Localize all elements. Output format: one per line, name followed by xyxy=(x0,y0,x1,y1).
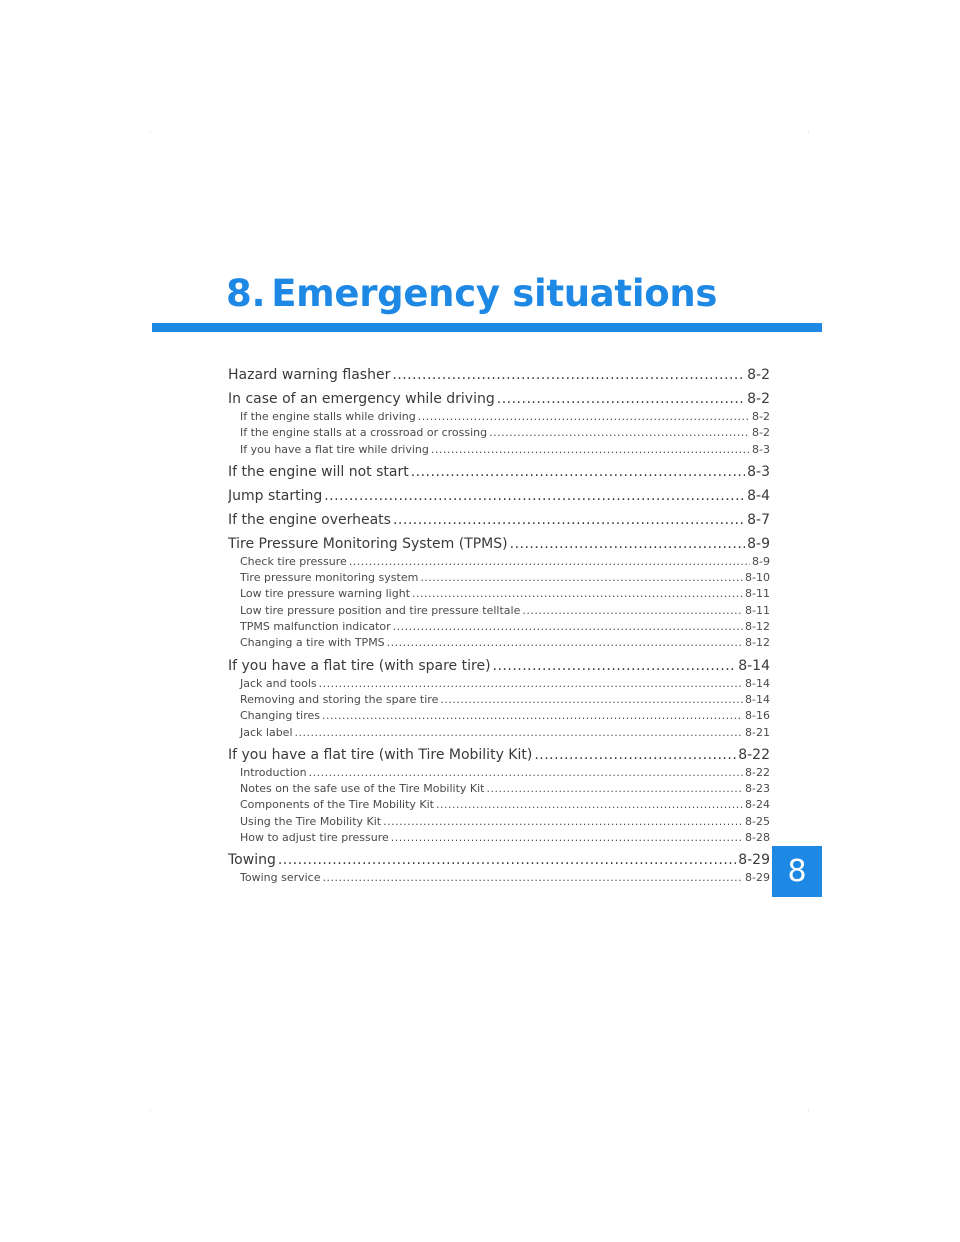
chapter-number: 8. xyxy=(226,272,266,315)
toc-leader-dots xyxy=(489,425,750,441)
toc-leader-dots xyxy=(497,390,745,409)
toc-subentry[interactable] xyxy=(228,570,770,586)
toc-leader-dots xyxy=(383,814,743,830)
toc-leader-dots xyxy=(436,797,743,813)
toc-leader-dots xyxy=(418,409,750,425)
toc-entry[interactable] xyxy=(228,390,770,409)
toc-leader-dots xyxy=(412,586,743,602)
toc-entry[interactable] xyxy=(228,746,770,765)
toc-subentry[interactable] xyxy=(228,797,770,813)
toc-leader-dots xyxy=(420,570,743,586)
toc-page-number: 8-21 xyxy=(745,725,770,739)
toc-subentry[interactable] xyxy=(228,870,770,886)
crop-mark xyxy=(808,132,809,133)
crop-mark xyxy=(150,132,151,133)
toc-leader-dots xyxy=(295,725,744,741)
toc-entry-label: Introduction xyxy=(240,765,307,779)
toc-page-number: 8-25 xyxy=(745,814,770,828)
toc-leader-dots xyxy=(278,851,736,870)
toc-subentry[interactable] xyxy=(228,586,770,602)
toc-page-number: 8-3 xyxy=(752,442,770,456)
chapter-title-text: Emergency situations xyxy=(271,272,718,315)
toc-page-number: 8-4 xyxy=(747,487,770,504)
toc-entry[interactable] xyxy=(228,463,770,482)
chapter-tab[interactable] xyxy=(772,846,822,897)
toc-entry-label: Jack and tools xyxy=(240,676,317,690)
toc-leader-dots xyxy=(387,635,743,651)
toc-leader-dots xyxy=(431,442,750,458)
toc-page-number: 8-10 xyxy=(745,571,770,585)
toc-page-number: 8-22 xyxy=(738,746,770,763)
toc-leader-dots xyxy=(349,554,750,570)
toc-subentry[interactable] xyxy=(228,635,770,651)
toc-entry-label: Components of the Tire Mobility Kit xyxy=(240,798,434,812)
toc-leader-dots xyxy=(319,676,743,692)
toc-page-number: 8-29 xyxy=(738,852,770,869)
toc-page-number: 8-9 xyxy=(747,535,770,552)
toc-subentry[interactable] xyxy=(228,442,770,458)
toc-leader-dots xyxy=(487,781,744,797)
toc-page-number: 8-29 xyxy=(745,871,770,885)
toc-leader-dots xyxy=(323,870,744,886)
toc-subentry[interactable] xyxy=(228,619,770,635)
toc-page-number: 8-11 xyxy=(745,603,770,617)
toc-leader-dots xyxy=(324,487,745,506)
chapter-title xyxy=(226,272,717,315)
toc-page-number: 8-11 xyxy=(745,587,770,601)
toc-page-number: 8-24 xyxy=(745,798,770,812)
toc-entry[interactable] xyxy=(228,657,770,676)
toc-page-number: 8-2 xyxy=(747,391,770,407)
chapter-tab-label: 8 xyxy=(787,854,807,889)
toc-leader-dots xyxy=(534,746,736,765)
toc-page-number: 8-14 xyxy=(738,657,770,674)
toc-leader-dots xyxy=(440,692,743,708)
toc-entry-label: Check tire pressure xyxy=(240,554,347,568)
toc-entry-label: If the engine will not start xyxy=(228,463,409,480)
toc-page-number: 8-12 xyxy=(745,620,770,634)
crop-mark xyxy=(808,1110,809,1111)
toc-page-number: 8-2 xyxy=(752,410,770,423)
toc-page-number: 8-16 xyxy=(745,709,770,723)
toc-leader-dots xyxy=(493,657,737,676)
crop-mark xyxy=(150,1110,151,1111)
toc-entry-label: If the engine stalls while driving xyxy=(240,410,416,423)
toc-entry-label: Low tire pressure position and tire pressure telltale xyxy=(240,603,521,617)
toc-entry[interactable] xyxy=(228,366,770,385)
toc-subentry[interactable] xyxy=(228,603,770,619)
toc-subentry[interactable] xyxy=(228,814,770,830)
toc-entry-label: Towing service xyxy=(240,871,321,885)
toc-leader-dots xyxy=(322,708,743,724)
toc-entry-label: Notes on the safe use of the Tire Mobility Kit xyxy=(240,782,485,796)
toc-subentry[interactable] xyxy=(228,554,770,570)
toc-subentry[interactable] xyxy=(228,765,770,781)
toc-subentry[interactable] xyxy=(228,692,770,708)
toc-leader-dots xyxy=(411,463,745,482)
toc-entry-label: In case of an emergency while driving xyxy=(228,391,495,407)
toc-subentry[interactable] xyxy=(228,830,770,846)
toc-leader-dots xyxy=(309,765,743,781)
toc-page-number: 8-22 xyxy=(745,765,770,779)
toc-page-number: 8-3 xyxy=(747,463,770,480)
toc-leader-dots xyxy=(522,603,743,619)
toc-subentry[interactable] xyxy=(228,676,770,692)
toc-entry-label: Low tire pressure warning light xyxy=(240,587,411,601)
toc-leader-dots xyxy=(391,830,743,846)
toc-page-number: 8-28 xyxy=(745,831,770,845)
toc-entry[interactable] xyxy=(228,487,770,506)
toc-entry[interactable] xyxy=(228,535,770,554)
toc-leader-dots xyxy=(393,511,745,530)
toc-entry-label: If you have a flat tire while driving xyxy=(240,442,429,456)
toc-entry-label: Changing a tire with TPMS xyxy=(240,636,385,650)
toc-entry-label: Removing and storing the spare tire xyxy=(240,692,439,706)
toc-entry-label: Towing xyxy=(228,852,276,869)
toc-page-number: 8-2 xyxy=(752,426,770,440)
toc-leader-dots xyxy=(393,619,743,635)
toc-entry-label: If you have a flat tire (with spare tire) xyxy=(228,657,491,674)
toc-page-number: 8-14 xyxy=(745,676,770,690)
toc-leader-dots xyxy=(510,535,746,554)
toc-entry-label: Jump starting xyxy=(228,487,323,504)
toc-subentry[interactable] xyxy=(228,425,770,441)
toc-entry-label: Tire Pressure Monitoring System (TPMS) xyxy=(228,535,508,552)
toc-page-number: 8-14 xyxy=(745,692,770,706)
toc-entry-label: Jack label xyxy=(240,725,293,739)
toc-page-number: 8-23 xyxy=(745,782,770,796)
toc-entry-label: If the engine stalls at a crossroad or crossing xyxy=(240,426,488,440)
toc-entry-label: How to adjust tire pressure xyxy=(240,831,389,845)
toc-entry-label: If you have a flat tire (with Tire Mobility Kit) xyxy=(228,746,533,763)
toc-entry-label: Using the Tire Mobility Kit xyxy=(240,814,382,828)
toc-entry-label: Tire pressure monitoring system xyxy=(240,571,419,585)
toc-page-number: 8-2 xyxy=(747,367,770,383)
toc-entry-label: TPMS malfunction indicator xyxy=(240,620,391,634)
toc-subentry[interactable] xyxy=(228,781,770,797)
toc-entry[interactable] xyxy=(228,851,770,870)
toc-subentry[interactable] xyxy=(228,708,770,724)
toc-page-number: 8-9 xyxy=(752,554,770,568)
toc-entry-label: Changing tires xyxy=(240,709,321,723)
toc-entry-label: Hazard warning flasher xyxy=(228,367,391,383)
toc-subentry[interactable] xyxy=(228,725,770,741)
title-rule xyxy=(152,323,822,332)
toc-entry-label: If the engine overheats xyxy=(228,511,391,528)
toc-page-number: 8-12 xyxy=(745,636,770,650)
table-of-contents xyxy=(228,366,770,887)
toc-page-number: 8-7 xyxy=(747,511,770,528)
toc-entry[interactable] xyxy=(228,511,770,530)
toc-leader-dots xyxy=(392,366,745,385)
toc-subentry[interactable] xyxy=(228,409,770,425)
